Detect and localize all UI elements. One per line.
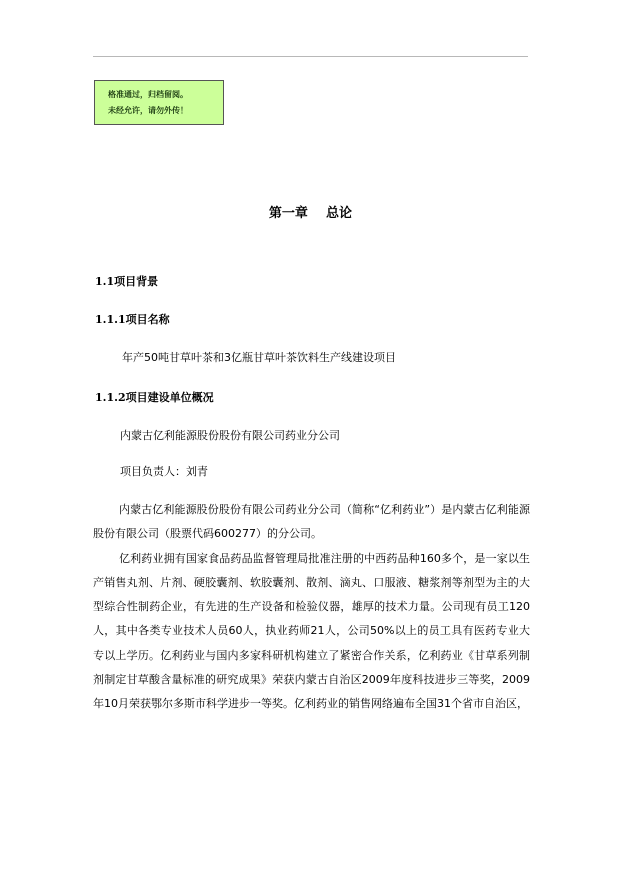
stamp-line-1: 格准通过，归档留阅。: [108, 90, 188, 99]
body-text: [93, 498, 530, 717]
company-name: 内蒙古亿利能源股份股份有限公司药业分公司: [120, 429, 340, 442]
approval-stamp: [94, 80, 224, 125]
section-heading-1-1: 1.1项目背景: [95, 275, 159, 288]
stamp-line-2: 未经允许，请勿外传！: [108, 106, 188, 115]
chapter-heading: [0, 202, 621, 221]
chapter-title: 总论: [326, 206, 353, 221]
section-heading-1-1-1: 1.1.1项目名称: [95, 313, 170, 326]
paragraph-1: 内蒙古亿利能源股份股份有限公司药业分公司（简称“亿利药业”）是内蒙古亿利能源股份有限公司（股票代码600277）的分公司。: [93, 503, 530, 541]
chapter-number: 第一章: [268, 206, 308, 221]
header-rule: [93, 56, 528, 57]
project-manager: 项目负责人：刘青: [120, 465, 208, 478]
section-heading-1-1-2: 1.1.2项目建设单位概况: [95, 391, 214, 404]
paragraph-2: 亿利药业拥有国家食品药品监督管理局批准注册的中西药品种160多个，是一家以生产销售丸剂、片剂、硬胶囊剂、软胶囊剂、散剂、滴丸、口服液、糖浆剂等剂型为主的大型综合性制药企业，有先进的生产设备和检验仪器，雄厚的技术力量。公司现有员工120人，其中各类专业技术人员60人，执业药师21人，公司50%以上的员工具有医药专业大专以上学历。亿利药业与国内多家科研机构建立了紧密合作关系，亿利药业《甘草系列制剂制定甘草酸含量标准的研究成果》荣获内蒙古自治区2009年度科技进步三等奖，2009年10月荣获鄂尔多斯市科学进步一等奖。亿利药业的销售网络遍布全国31个省市自治区，: [93, 551, 530, 711]
project-name: 年产50吨甘草叶茶和3亿瓶甘草叶茶饮料生产线建设项目: [122, 351, 396, 364]
